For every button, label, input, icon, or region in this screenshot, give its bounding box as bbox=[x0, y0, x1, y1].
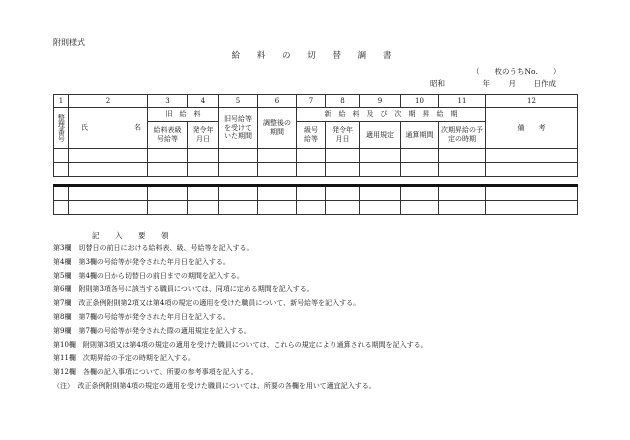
table-cell[interactable] bbox=[486, 201, 578, 215]
col-number: 8 bbox=[326, 95, 360, 108]
table-cell[interactable] bbox=[297, 201, 326, 215]
header-hatsurei-old bbox=[188, 122, 219, 149]
header-shimei-left: 氏 bbox=[81, 123, 88, 132]
col-number: 5 bbox=[219, 95, 258, 108]
table-gap-cell bbox=[54, 177, 578, 186]
date-month: 月 bbox=[508, 79, 516, 88]
col-number: 2 bbox=[69, 95, 148, 108]
notes-title: 記 入 要 領 bbox=[92, 231, 173, 240]
table-cell[interactable] bbox=[188, 201, 219, 215]
header-seiri-bango-text: 整理番号 bbox=[57, 114, 66, 142]
table-cell[interactable] bbox=[258, 186, 297, 201]
table-cell[interactable] bbox=[360, 201, 401, 215]
header-shimei-right: 名 bbox=[134, 123, 141, 132]
header-kyuryo-hyo-text: 給料表級号給等 bbox=[153, 126, 182, 143]
notes-list bbox=[53, 242, 428, 394]
table-cell[interactable] bbox=[148, 163, 188, 177]
table-cell[interactable] bbox=[219, 186, 258, 201]
header-row-1 bbox=[54, 108, 578, 122]
header-kyu-gokyu-period bbox=[219, 108, 258, 149]
note-item: 第11欄 次期昇給の予定の時期を記入する。 bbox=[53, 354, 195, 363]
table-cell[interactable] bbox=[148, 149, 188, 163]
col-number: 1 bbox=[54, 95, 69, 108]
table-cell[interactable] bbox=[486, 186, 578, 201]
header-kyu-gokyu-new bbox=[297, 122, 326, 149]
note-item: 第4欄 第3欄の号給等が発令された年月日を記入する。 bbox=[53, 257, 230, 266]
table-cell[interactable] bbox=[258, 163, 297, 177]
table-cell[interactable] bbox=[486, 149, 578, 163]
table-cell[interactable] bbox=[326, 149, 360, 163]
table-cell[interactable] bbox=[69, 201, 148, 215]
date-year: 年 bbox=[482, 79, 490, 88]
table-cell[interactable] bbox=[326, 163, 360, 177]
table-cell[interactable] bbox=[360, 149, 401, 163]
header-kyu-gokyu-new-text: 級号給等 bbox=[304, 126, 318, 143]
header-kyu-kyuryo: 旧 給 料 bbox=[148, 108, 219, 122]
header-hatsurei-old-text: 発令年月日 bbox=[192, 126, 214, 143]
table-cell[interactable] bbox=[258, 201, 297, 215]
header-kyu-gokyu-period-text: 旧号給等を受けていた期間 bbox=[224, 114, 252, 141]
sheet-reference: （ 枚のうちNo. ） bbox=[472, 67, 561, 76]
table-cell[interactable] bbox=[69, 163, 148, 177]
col-number: 4 bbox=[188, 95, 219, 108]
note-item: 第6欄 附則第3項各号に該当する職員については、同項に定める期間を記入する。 bbox=[53, 285, 314, 294]
table-gap bbox=[54, 177, 578, 186]
table-cell[interactable] bbox=[219, 201, 258, 215]
table-cell[interactable] bbox=[401, 186, 439, 201]
col-number: 3 bbox=[148, 95, 188, 108]
table-cell[interactable] bbox=[219, 163, 258, 177]
col-number: 6 bbox=[258, 95, 297, 108]
table-cell[interactable] bbox=[258, 149, 297, 163]
header-shimei bbox=[69, 108, 148, 149]
table-cell[interactable] bbox=[54, 149, 69, 163]
table-cell[interactable] bbox=[401, 163, 439, 177]
col-number: 10 bbox=[401, 95, 439, 108]
table-row bbox=[54, 163, 578, 177]
note-item: 第12欄 各欄の記入事項について、所要の参考事項を記入する。 bbox=[53, 368, 258, 377]
salary-conversion-table bbox=[53, 94, 578, 215]
table-cell[interactable] bbox=[439, 186, 486, 201]
table-cell[interactable] bbox=[297, 149, 326, 163]
header-hatsurei-new bbox=[326, 122, 360, 149]
header-chosei-period bbox=[258, 108, 297, 149]
date-day: 日作成 bbox=[533, 79, 556, 88]
table-row bbox=[54, 149, 578, 163]
table-cell[interactable] bbox=[360, 163, 401, 177]
note-item: 第8欄 第7欄の号給等が発令された年月日を記入する。 bbox=[53, 312, 230, 321]
table-cell[interactable] bbox=[297, 163, 326, 177]
table-cell[interactable] bbox=[148, 186, 188, 201]
header-jiki-shokyu bbox=[439, 122, 486, 149]
table-row bbox=[54, 186, 578, 201]
table-row bbox=[54, 201, 578, 215]
table-cell[interactable] bbox=[439, 201, 486, 215]
table-cell[interactable] bbox=[439, 149, 486, 163]
table-cell[interactable] bbox=[360, 186, 401, 201]
header-biko: 備 考 bbox=[486, 108, 578, 149]
table-cell[interactable] bbox=[148, 201, 188, 215]
table-cell[interactable] bbox=[188, 163, 219, 177]
table-cell[interactable] bbox=[401, 149, 439, 163]
header-shin-group: 新 給 料 及 び 次 期 昇 給 期 bbox=[297, 108, 486, 122]
table-cell[interactable] bbox=[188, 149, 219, 163]
creation-date-line bbox=[430, 78, 556, 89]
col-number: 9 bbox=[360, 95, 401, 108]
note-item: 第3欄 切替日の前日における給料表、級、号給等を記入する。 bbox=[53, 244, 254, 252]
note-item: 第9欄 第7欄の号給等が発令された際の適用規定を記入する。 bbox=[53, 326, 251, 335]
header-hatsurei-new-text: 発令年月日 bbox=[332, 126, 353, 143]
note-item: 第5欄 第4欄の日から切替日の前日までの期間を記入する。 bbox=[53, 271, 244, 280]
table-cell[interactable] bbox=[219, 149, 258, 163]
document-title: 給 料 の 切 替 調 書 bbox=[231, 51, 399, 61]
table-cell[interactable] bbox=[188, 186, 219, 201]
column-number-row bbox=[54, 95, 578, 108]
col-number: 12 bbox=[486, 95, 578, 108]
table-cell[interactable] bbox=[69, 149, 148, 163]
table-cell[interactable] bbox=[401, 201, 439, 215]
header-jiki-shokyu-text: 次期昇給の予定の時期 bbox=[441, 126, 483, 143]
header-tekiyo-kitei: 適用規定 bbox=[360, 122, 401, 149]
col-number: 11 bbox=[439, 95, 486, 108]
header-tsusan-period: 通算期間 bbox=[401, 122, 439, 149]
table-cell[interactable] bbox=[54, 201, 69, 215]
note-item: （注） 改正条例附則第4項の規定の適用を受けた職員については、所要の各欄を用いて適宜記入する。 bbox=[53, 381, 376, 390]
note-item: 第10欄 附則第3項又は第4項の規定の適用を受けた職員については、これらの規定により通算される期間を記入する。 bbox=[53, 340, 428, 349]
table-cell[interactable] bbox=[54, 163, 69, 177]
table-cell[interactable] bbox=[54, 186, 69, 201]
date-era: 昭和 bbox=[430, 79, 445, 88]
header-seiri-bango bbox=[54, 108, 69, 149]
table-cell[interactable] bbox=[326, 201, 360, 215]
note-item: 第7欄 改正条例附則第2項又は第4項の規定の適用を受けた職員について、新号給等を記入する。 bbox=[53, 299, 361, 308]
table-cell[interactable] bbox=[69, 186, 148, 201]
header-kyuryo-hyo bbox=[148, 122, 188, 149]
header-chosei-period-text: 調整後の期間 bbox=[263, 119, 291, 136]
table-cell[interactable] bbox=[297, 186, 326, 201]
table-cell[interactable] bbox=[486, 163, 578, 177]
table-cell[interactable] bbox=[439, 163, 486, 177]
table-cell[interactable] bbox=[326, 186, 360, 201]
form-label: 附則様式 bbox=[53, 38, 85, 47]
col-number: 7 bbox=[297, 95, 326, 108]
